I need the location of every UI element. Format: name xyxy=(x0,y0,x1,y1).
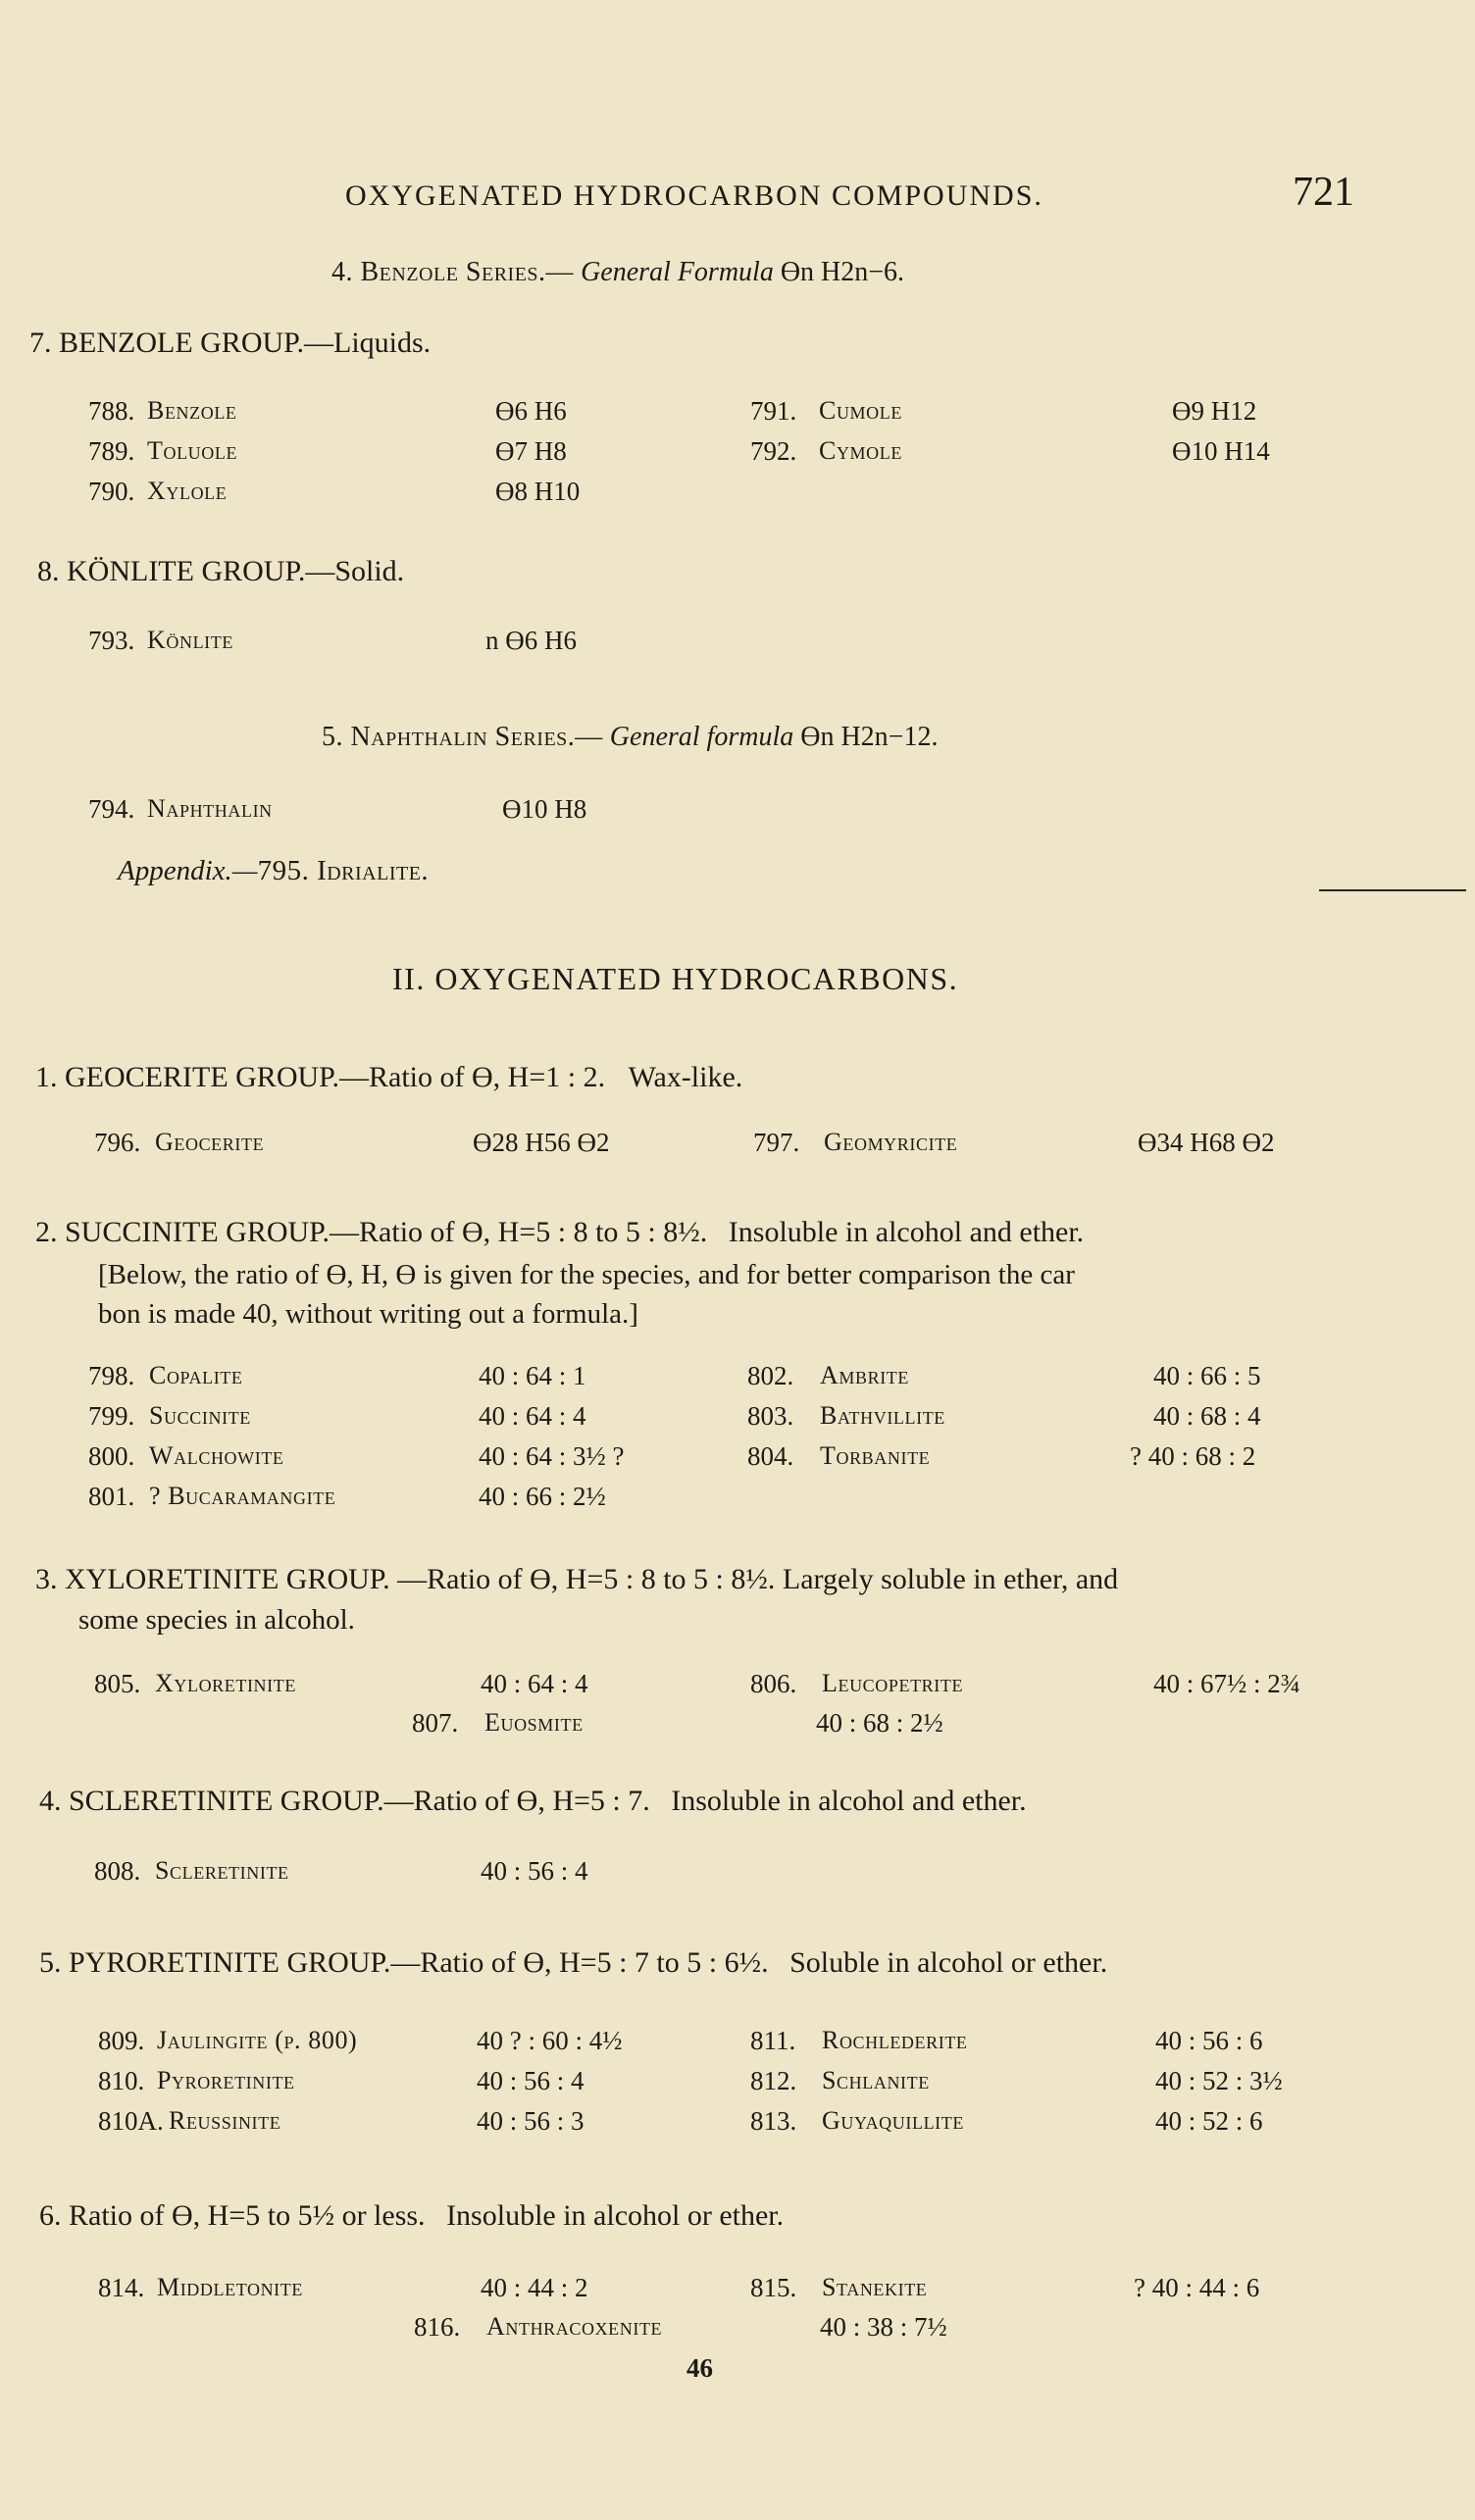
mineral-name: Toluole xyxy=(147,436,238,465)
ratio-value: 40 : 52 : 3½ xyxy=(1155,2066,1283,2095)
chemical-formula: ϴ7 H8 xyxy=(495,436,567,466)
appendix-entry: 795. Idrialite. xyxy=(257,855,430,886)
mineral-name: Schlanite xyxy=(822,2066,930,2094)
mineral-name: Xylole xyxy=(147,477,228,505)
mineral-name: Geocerite xyxy=(155,1128,265,1156)
divider-rule xyxy=(1319,889,1466,891)
ratio-value: 40 : 56 : 4 xyxy=(477,2066,585,2095)
formula-label: General Formula xyxy=(581,257,774,287)
mineral-name: Succinite xyxy=(149,1401,251,1430)
ratio-value: ? 40 : 44 : 6 xyxy=(1134,2273,1260,2302)
mineral-name: Cymole xyxy=(819,436,902,465)
entry-number: 814. xyxy=(98,2273,145,2302)
mineral-name: ? Bucaramangite xyxy=(149,1482,336,1510)
series-formula: ϴn H2n−6. xyxy=(780,257,905,287)
group-6-heading xyxy=(39,2199,784,2233)
group-heading-text: 4. SCLERETINITE GROUP.—Ratio of ϴ, H=5 : 7. xyxy=(39,1785,650,1817)
group-heading-text: 5. PYRORETINITE GROUP.—Ratio of ϴ, H=5 : 7 to 5 : 6½. xyxy=(39,1946,769,1979)
entry-number: 812. xyxy=(750,2066,797,2095)
mineral-name: Walchowite xyxy=(149,1441,284,1470)
chemical-formula: ϴ34 H68 ϴ2 xyxy=(1138,1128,1275,1157)
mineral-name: Guyaquillite xyxy=(822,2106,964,2135)
ratio-value: 40 : 56 : 6 xyxy=(1155,2026,1263,2055)
mineral-name: Stanekite xyxy=(822,2273,928,2301)
entry-number: 804. xyxy=(747,1441,794,1471)
mineral-name: Reussinite xyxy=(169,2106,281,2135)
mineral-name: Cumole xyxy=(819,396,902,425)
group-note: Insoluble in alcohol or ether. xyxy=(446,2199,785,2232)
mineral-name: Rochlederite xyxy=(822,2026,968,2054)
bracket-note-line: [Below, the ratio of ϴ, H, ϴ is given for the species, and for better comparison the car xyxy=(98,1259,1075,1290)
ratio-value: 40 : 64 : 4 xyxy=(479,1401,586,1431)
entry-number: 809. xyxy=(98,2026,145,2055)
series-title: 4. Benzole Series.— xyxy=(331,257,575,287)
mineral-name: Naphthalin xyxy=(147,794,273,823)
konlite-group-heading: 8. KÖNLITE GROUP.—Solid. xyxy=(37,555,405,587)
mineral-name: Jaulingite (p. 800) xyxy=(157,2026,358,2054)
chemical-formula: ϴ6 H6 xyxy=(495,396,567,426)
mineral-name: Scleretinite xyxy=(155,1856,289,1885)
signature-mark: 46 xyxy=(687,2353,713,2383)
bracket-note-line: bon is made 40, without writing out a formula.] xyxy=(98,1298,638,1330)
group-note: Wax-like. xyxy=(628,1061,743,1093)
entry-number: 799. xyxy=(88,1401,135,1431)
entry-number: 803. xyxy=(747,1401,794,1431)
ratio-value: 40 : 66 : 5 xyxy=(1153,1361,1261,1390)
ratio-value: 40 : 44 : 2 xyxy=(481,2273,588,2302)
entry-number: 793. xyxy=(88,626,135,655)
mineral-name: Copalite xyxy=(149,1361,243,1389)
entry-number: 815. xyxy=(750,2273,797,2302)
mineral-name: Pyroretinite xyxy=(157,2066,295,2094)
mineral-name: Leucopetrite xyxy=(822,1669,964,1697)
chemical-formula: ϴ28 H56 ϴ2 xyxy=(473,1128,610,1157)
series-title: 5. Naphthalin Series.— xyxy=(322,722,603,752)
ratio-value: ? 40 : 68 : 2 xyxy=(1130,1441,1256,1471)
mineral-name: Bathvillite xyxy=(820,1401,945,1430)
ratio-value: 40 : 56 : 3 xyxy=(477,2106,585,2136)
entry-number: 807. xyxy=(412,1708,459,1738)
mineral-name: Anthracoxenite xyxy=(486,2312,663,2341)
entry-number: 801. xyxy=(88,1482,135,1511)
series-formula: ϴn H2n−12. xyxy=(800,722,939,752)
scleretinite-group-heading xyxy=(39,1785,1027,1818)
geocerite-group-heading xyxy=(35,1061,742,1094)
entry-number: 802. xyxy=(747,1361,794,1390)
succinite-group-heading xyxy=(35,1216,1084,1249)
appendix-label: Appendix.— xyxy=(118,855,258,886)
entry-number: 798. xyxy=(88,1361,135,1390)
entry-number: 806. xyxy=(750,1669,797,1698)
benzole-series-heading xyxy=(331,257,904,288)
entry-number: 816. xyxy=(414,2312,461,2342)
entry-number: 796. xyxy=(94,1128,141,1157)
entry-number: 810A. xyxy=(98,2106,164,2136)
xyloretinite-group-heading: 3. XYLORETINITE GROUP. —Ratio of ϴ, H=5 : 8 to 5 : 8½. Largely soluble in ether, and xyxy=(35,1563,1119,1595)
mineral-name: Ambrite xyxy=(820,1361,909,1389)
chemical-formula: ϴ9 H12 xyxy=(1172,396,1257,426)
mineral-name: Euosmite xyxy=(484,1708,584,1737)
group-note: Soluble in alcohol or ether. xyxy=(789,1946,1108,1979)
entry-number: 810. xyxy=(98,2066,145,2095)
chemical-formula: ϴ10 H8 xyxy=(502,794,587,824)
entry-number: 808. xyxy=(94,1856,141,1886)
entry-number: 813. xyxy=(750,2106,797,2136)
appendix-line xyxy=(118,855,429,887)
ratio-value: 40 : 68 : 2½ xyxy=(816,1708,943,1738)
group-note: Insoluble in alcohol and ether. xyxy=(671,1785,1027,1817)
running-title: OXYGENATED HYDROCARBON COMPOUNDS. xyxy=(345,179,1043,212)
mineral-name: Benzole xyxy=(147,396,237,425)
naphthalin-series-heading xyxy=(322,722,938,753)
ratio-value: 40 : 38 : 7½ xyxy=(820,2312,947,2342)
group-heading-continuation: some species in alcohol. xyxy=(78,1604,355,1636)
mineral-name: Middletonite xyxy=(157,2273,303,2301)
chemical-formula: ϴ10 H14 xyxy=(1172,436,1270,466)
mineral-name: Könlite xyxy=(147,626,233,654)
group-heading-text: 1. GEOCERITE GROUP.—Ratio of ϴ, H=1 : 2. xyxy=(35,1061,606,1093)
mineral-name: Xyloretinite xyxy=(155,1669,296,1697)
section-title: II. OXYGENATED HYDROCARBONS. xyxy=(392,961,959,996)
mineral-name: Torbanite xyxy=(820,1441,931,1470)
entry-number: 792. xyxy=(750,436,797,466)
group-heading-text: 2. SUCCINITE GROUP.—Ratio of ϴ, H=5 : 8 to 5 : 8½. xyxy=(35,1216,708,1248)
mineral-name: Geomyricite xyxy=(824,1128,958,1156)
pyroretinite-group-heading xyxy=(39,1946,1107,1980)
ratio-value: 40 ? : 60 : 4½ xyxy=(477,2026,623,2055)
entry-number: 791. xyxy=(750,396,797,426)
entry-number: 790. xyxy=(88,477,135,506)
ratio-value: 40 : 56 : 4 xyxy=(481,1856,588,1886)
entry-number: 805. xyxy=(94,1669,141,1698)
ratio-value: 40 : 52 : 6 xyxy=(1155,2106,1263,2136)
entry-number: 789. xyxy=(88,436,135,466)
formula-label: General formula xyxy=(609,722,794,752)
group-heading-text: 6. Ratio of ϴ, H=5 to 5½ or less. xyxy=(39,2199,426,2232)
page-number: 721 xyxy=(1293,170,1354,215)
ratio-value: 40 : 64 : 4 xyxy=(481,1669,588,1698)
benzole-group-heading: 7. BENZOLE GROUP.—Liquids. xyxy=(29,327,432,359)
entry-number: 800. xyxy=(88,1441,135,1471)
group-note: Insoluble in alcohol and ether. xyxy=(728,1216,1085,1248)
entry-number: 788. xyxy=(88,396,135,426)
ratio-value: 40 : 68 : 4 xyxy=(1153,1401,1261,1431)
chemical-formula: ϴ8 H10 xyxy=(495,477,581,506)
entry-number: 811. xyxy=(750,2026,796,2055)
entry-number: 797. xyxy=(753,1128,800,1157)
entry-number: 794. xyxy=(88,794,135,824)
ratio-value: 40 : 66 : 2½ xyxy=(479,1482,606,1511)
chemical-formula: n ϴ6 H6 xyxy=(485,626,577,655)
ratio-value: 40 : 67½ : 2¾ xyxy=(1153,1669,1301,1698)
ratio-value: 40 : 64 : 1 xyxy=(479,1361,586,1390)
ratio-value: 40 : 64 : 3½ ? xyxy=(479,1441,625,1471)
